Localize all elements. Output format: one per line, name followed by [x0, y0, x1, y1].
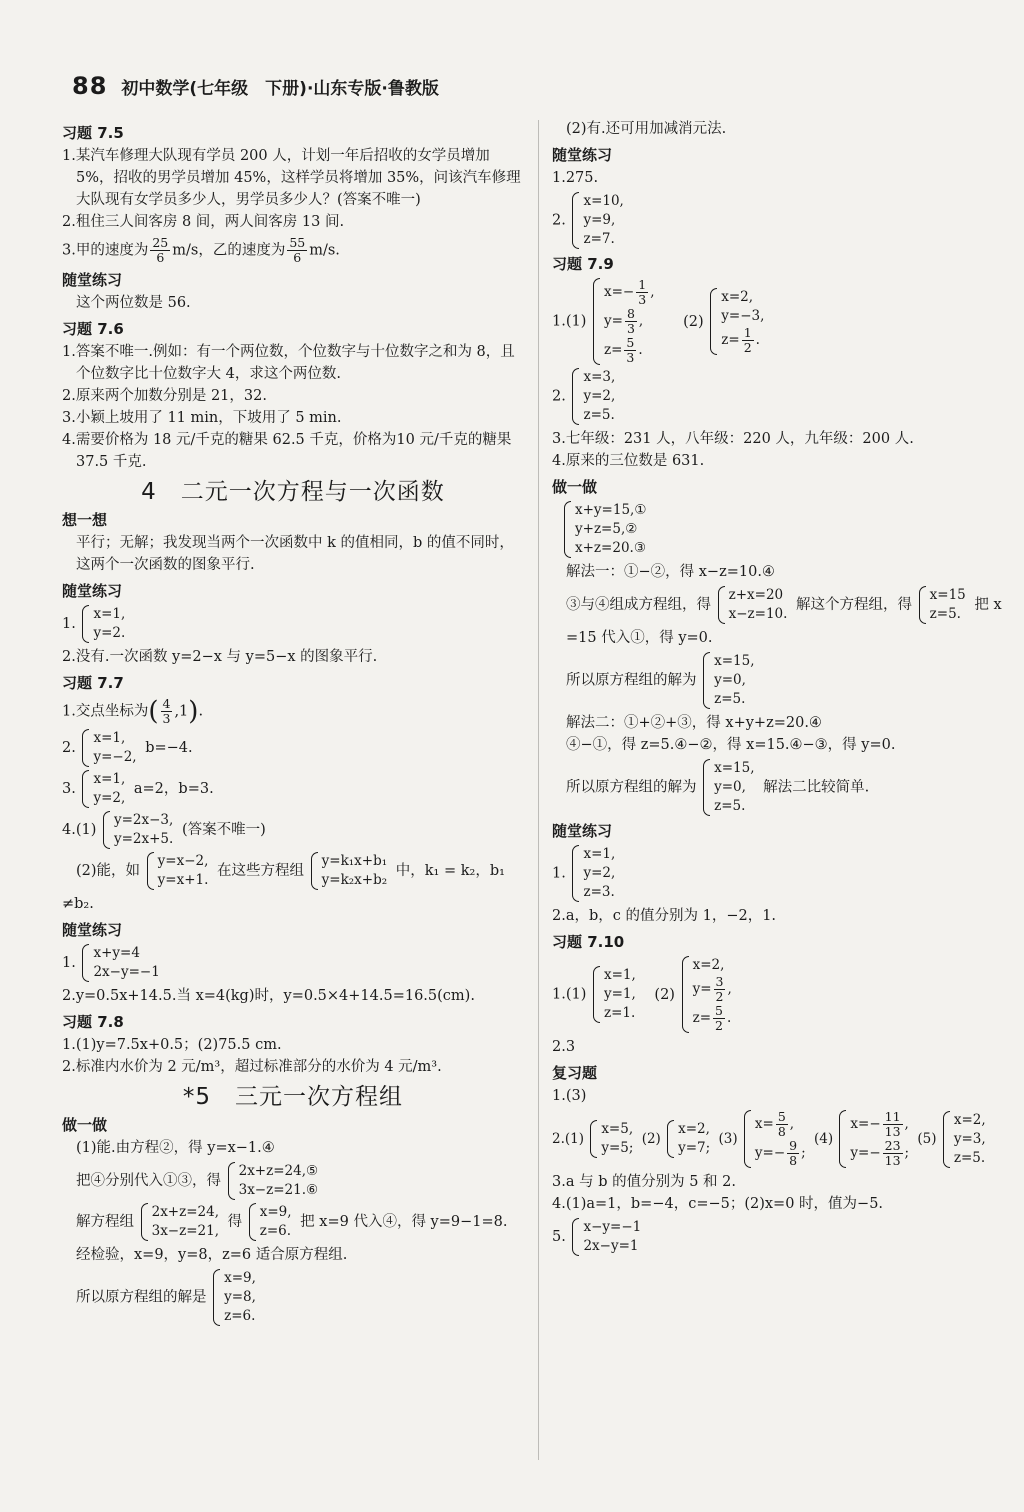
try-it-step-3: 解方程组 2x+z=24, 3x−z=21, 得 x=9, z=6. 把 x=9 代入④，得 y=9−1=8.: [76, 1204, 508, 1239]
answer-7-5-3: 3.甲的速度为 $\frac{25}{6}$ m/s，乙的速度为 $\frac{55}{6}$ m/s.: [62, 235, 340, 265]
answer-7-10-1: 1.(1) x=1, y=1, z=1. (2) x=2, y= $\frac{3}{2}$ , z= $\frac{5}{2}$ .: [552, 957, 732, 1033]
heading-exercise-7-8: 习题 7.8: [62, 1013, 124, 1031]
equation-system: x= $\frac{5}{8}$ , y=− $\frac{9}{8}$ ;: [742, 1110, 806, 1168]
answer-7-5-2: 2.租住三人间客房 8 间，两人间客房 13 间.: [62, 214, 345, 230]
heading-review: 复习题: [552, 1064, 598, 1082]
equation-system: x=2, y=3, z=5.: [941, 1111, 986, 1168]
answer-7-10-2: 2.3: [552, 1039, 576, 1055]
review-answer-1: 1.(3): [552, 1088, 587, 1104]
method-1-step-2: ③与④组成方程组，得 z+x=20 x−z=10. 解这个方程组，得 x=15 z=5. 把 x: [566, 587, 1002, 622]
equation-system: x=10, y=9, z=7.: [570, 192, 623, 249]
method-2-step-1: 解法二：①+②+③，得 x+y+z=20.④: [566, 715, 822, 731]
equation-system: x=3, y=2, z=5.: [570, 368, 615, 425]
section-4-title: 4 二元一次方程与一次函数: [141, 479, 445, 505]
practice-answer-2: 2.y=0.5x+14.5.当 x=4(kg)时，y=0.5×4+14.5=16.5(cm).: [62, 988, 475, 1004]
page-header: [72, 72, 439, 102]
equation-system: x=2, y=7;: [665, 1120, 710, 1158]
answer-7-9-1: 1.(1) x=− $\frac{1}{3}$ , y= $\frac{8}{3}$ , z= $\frac{5}{3}$ . (2) x=2, y=−3, z= $\frac{1}{2}$ .: [552, 277, 765, 365]
answer-7-9-4: 4.原来的三位数是 631.: [552, 453, 705, 469]
heading-class-practice: 随堂练习: [62, 271, 123, 289]
heading-class-practice: 随堂练习: [552, 822, 613, 840]
practice-answer-2: 2.a，b，c 的值分别为 1，−2，1.: [552, 908, 777, 924]
practice-answer-1: 1. x=1, y=2.: [62, 606, 126, 641]
equation-system: x=1, y=−2,: [80, 729, 136, 767]
heading-exercise-7-10: 习题 7.10: [552, 933, 625, 951]
equation-system: x=1, y=1, z=1.: [591, 966, 636, 1023]
method-1-step-3: =15 代入①，得 y=0.: [566, 630, 713, 646]
equation-system: x−y=−1 2x−y=1: [570, 1218, 641, 1256]
equation-system: z+x=20 x−z=10.: [716, 586, 788, 624]
heading-exercise-7-5: 习题 7.5: [62, 124, 124, 142]
equation-system: y=2x−3, y=2x+5.: [101, 811, 173, 849]
try-it-step-1: (1)能.由方程②，得 y=x−1.④: [76, 1140, 275, 1156]
equation-system: y=x−2, y=x+1.: [145, 852, 209, 890]
answer-7-6-2: 2.原来两个加数分别是 21，32.: [62, 388, 267, 404]
equation-system: x=15, y=0, z=5.: [701, 652, 754, 709]
equation-system: x+y=15,① y+z=5,② x+z=20.③: [562, 501, 646, 558]
answer-7-9-2: 2. x=3, y=2, z=5.: [552, 369, 616, 423]
think-answer: 平行；无解；我发现当两个一次函数中 k 的值相同，b 的值不同时，这两个一次函数的图象平行.: [76, 535, 514, 573]
answer-7-7-4-1: 4.(1) y=2x−3, y=2x+5. (答案不唯一): [62, 812, 266, 847]
heading-exercise-7-6: 习题 7.6: [62, 320, 124, 338]
column-divider: [538, 120, 539, 1460]
review-answer-4: 4.(1)a=1，b=−4，c=−5；(2)x=0 时，值为−5.: [552, 1196, 884, 1212]
practice-answer-1: 1. x=1, y=2, z=3.: [552, 846, 616, 900]
equation-system: x=1, y=2.: [80, 605, 125, 643]
answer-7-7-4-end: ≠b₂.: [62, 896, 94, 912]
try-it-step-5: 所以原方程组的解是 x=9, y=8, z=6.: [76, 1270, 256, 1324]
equation-system: x=− $\frac{11}{13}$ , y=− $\frac{23}{13}$ ;: [837, 1110, 909, 1168]
practice-answer-1: 1. x+y=4 2x−y=−1: [62, 945, 160, 980]
try-it-step-4: 经检验，x=9，y=8，z=6 适合原方程组.: [76, 1247, 348, 1263]
heading-think: 想一想: [62, 511, 108, 529]
equation-system: x=5, y=5;: [588, 1120, 633, 1158]
review-answer-2: 2.(1) x=5, y=5; (2) x=2, y=7; (3) x= $\frac{5}{8}$ , y=− $\frac{9}{8}$ ; (4) x=− $\frac{11}{13}$ , y=− $\frac{23}{13}$ ; (5) x=2, y=3, z=5.: [552, 1109, 986, 1168]
heading-exercise-7-7: 习题 7.7: [62, 674, 124, 692]
fraction: $\frac{4}{3}$: [162, 696, 171, 726]
try-it-step-2: 把④分别代入①③，得 2x+z=24,⑤ 3x−z=21.⑥: [76, 1163, 319, 1198]
heading-class-practice: 随堂练习: [552, 146, 613, 164]
equation-system: x=2, y=−3, z= $\frac{1}{2}$ .: [708, 288, 764, 355]
heading-class-practice: 随堂练习: [62, 582, 123, 600]
page-number: 88: [72, 72, 108, 100]
equation-system: x=15 z=5.: [917, 586, 966, 624]
answer-7-8-1: 1.(1)y=7.5x+0.5；(2)75.5 cm.: [62, 1037, 282, 1053]
method-1-step-1: 解法一：①−②，得 x−z=10.④: [566, 564, 775, 580]
equation-system: x=− $\frac{1}{3}$ , y= $\frac{8}{3}$ , z= $\frac{5}{3}$ .: [591, 278, 655, 365]
method-2-solution: 所以原方程组的解为 x=15, y=0, z=5. 解法二比较简单.: [566, 760, 870, 814]
equation-system: 2x+z=24,⑤ 3x−z=21.⑥: [226, 1162, 319, 1200]
right-column: [552, 118, 1012, 1259]
practice-answer-2: 2.没有.一次函数 y=2−x 与 y=5−x 的图象平行.: [62, 649, 378, 665]
method-2-step-2: ④−①，得 z=5.④−②，得 x=15.④−③，得 y=0.: [566, 737, 896, 753]
answer-7-9-3: 3.七年级：231 人，八年级：220 人，九年级：200 人.: [552, 431, 914, 447]
answer-7-6-3: 3.小颖上坡用了 11 min，下坡用了 5 min.: [62, 410, 342, 426]
equation-system: x=9, y=8, z=6.: [211, 1269, 256, 1326]
equation-system: x+y=4 2x−y=−1: [80, 944, 159, 982]
book-title: 初中数学(七年级 下册)·山东专版·鲁教版: [121, 79, 439, 99]
equation-system: y=k₁x+b₁ y=k₂x+b₂: [309, 852, 388, 890]
equation-system: x=1, y=2, z=3.: [570, 845, 615, 902]
heading-try-it: 做一做: [62, 1116, 108, 1134]
heading-exercise-7-9: 习题 7.9: [552, 255, 614, 273]
equation-system: x=2, y= $\frac{3}{2}$ , z= $\frac{5}{2}$ .: [680, 956, 732, 1033]
method-1-solution: 所以原方程组的解为 x=15, y=0, z=5.: [566, 653, 755, 707]
fraction: $\frac{55}{6}$: [289, 235, 306, 265]
left-column: [62, 118, 524, 1329]
equation-system: x=15, y=0, z=5.: [701, 759, 754, 816]
review-answer-3: 3.a 与 b 的值分别为 5 和 2.: [552, 1174, 736, 1190]
answer-part-2: (2)有.还可用加减消元法.: [566, 121, 727, 137]
review-answer-5: 5. x−y=−1 2x−y=1: [552, 1219, 642, 1254]
heading-class-practice: 随堂练习: [62, 921, 123, 939]
practice-answer-2: 2. x=10, y=9, z=7.: [552, 193, 624, 247]
section-5-title: *5 三元一次方程组: [182, 1084, 404, 1110]
equation-system: 2x+z=24, 3x−z=21,: [139, 1203, 219, 1241]
answer-7-7-2: 2. x=1, y=−2, b=−4.: [62, 730, 193, 765]
heading-try-it: 做一做: [552, 478, 598, 496]
equation-system: x=9, z=6.: [247, 1203, 292, 1241]
fraction: $\frac{25}{6}$: [152, 235, 169, 265]
answer-7-6-4: 4.需要价格为 18 元/千克的糖果 62.5 千克，价格为10 元/千克的糖果 37.5 千克.: [62, 432, 512, 470]
answer-7-5-1: 1.某汽车修理大队现有学员 200 人，计划一年后招收的女学员增加 5%，招收的男学员增加 45%，这样学员将增加 35%，问该汽车修理大队现有女学员多少人，男学员多少人？(答案不唯一): [62, 148, 521, 208]
answer-7-7-1: 1.交点坐标为( $\frac{4}{3}$ ,1).: [62, 696, 204, 727]
answer-7-7-4-2: (2)能，如 y=x−2, y=x+1. 在这些方程组 y=k₁x+b₁ y=k₂x+b₂ 中，k₁ = k₂，b₁: [76, 853, 505, 888]
try-it-system: [552, 501, 1012, 558]
equation-system: x=1, y=2,: [80, 770, 125, 808]
answer-7-7-3: 3. x=1, y=2, a=2，b=3.: [62, 771, 214, 806]
practice-answer-1: 1.275.: [552, 170, 599, 186]
answer-7-6-1: 1.答案不唯一.例如：有一个两位数，个位数字与十位数字之和为 8，且个位数字比十位数字大 4，求这个两位数.: [62, 344, 515, 382]
practice-answer: 这个两位数是 56.: [76, 295, 191, 311]
answer-7-8-2: 2.标准内水价为 2 元/m³，超过标准部分的水价为 4 元/m³.: [62, 1059, 442, 1075]
